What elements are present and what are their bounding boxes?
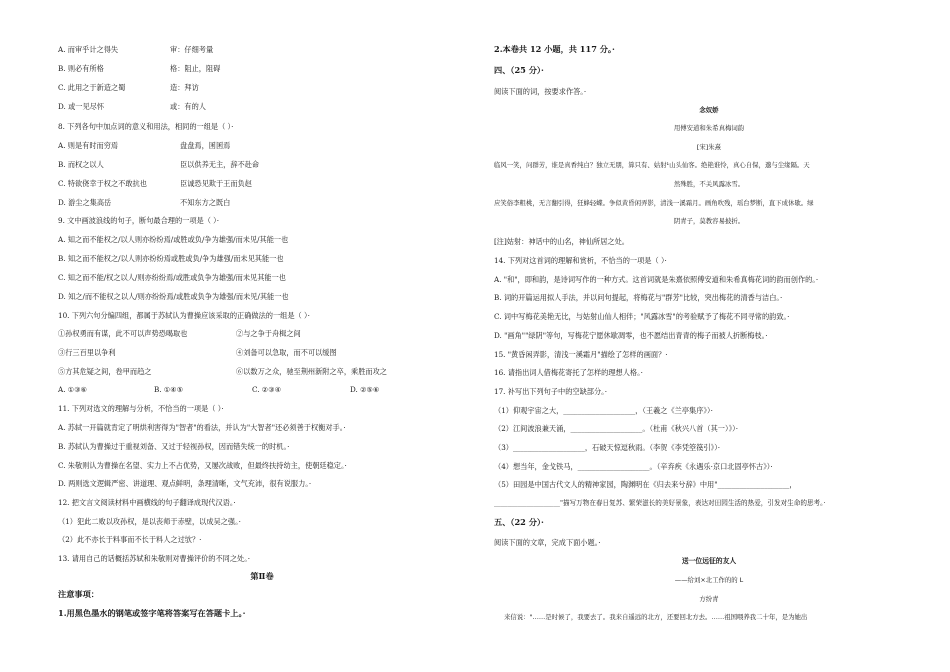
notice-item-1: 1.用黑色墨水的钢笔或签字笔将答案写在答题卡上。· [58,608,246,618]
q14-option-b: B. 词的开篇运用拟人手法，并以问句提起，将梅花与"群芳"比较，突出梅花的清香与洁白。· [494,293,783,302]
q8-stem: 8. 下列各句中加点词的意义和用法，相同的一组是（ ）· [58,122,234,131]
q11-option-a: A. 苏轼一开篇就肯定了明烘利害得为"智者"的看法，并认为"大智者"还必须善于权衡对手。· [58,423,346,432]
q7-option-d: D. 或一见尽怀 或：有的人 [58,102,206,111]
q17-item-3: （3）____________________，石破天惊逗秋雨。（李贺《李凭箜篌引》）· [494,443,721,452]
notice-title: 注意事项： [58,589,99,599]
q9-option-a: A. 知之而不能权之/以人则亦纷纷焉/或胜或负/争为雄强/而未见/其能一也 [58,235,289,244]
q7-option-c: C. 此用之于新造之蜀 造：拜访 [58,83,199,92]
q8-option-a: A. 则是有时而穷焉 盘盘焉，囷囷焉 [58,141,231,150]
essay-paragraph: 来信说："……是时候了，我要去了。我来自遥远的北方，还要回北方去。……祖国喂养我二十年，是为她出 [504,613,808,621]
q10-row-3: ⑤方其危疑之间，卷甲而趋之 ⑥以数万之众，驰至荆州新附之卒，乘胜而攻之 [58,367,387,376]
essay-author: 方纷青 [699,595,719,603]
q8-option-d: D. 游尘之集高岳 不知东方之既白 [58,198,231,207]
q12-item-1: （1）犯此二败以攻孙权，是以丧师于赤壁，以成吴之强。· [58,517,241,526]
q17-item-2: （2）江间波浪兼天涌，____________________。（杜甫《秋兴八首（其一）》）· [494,424,739,433]
q9-option-d: D. 知之/而不能权之以人/则亦纷纷焉/或胜或负争为雄强/而未见/其能一也 [58,292,289,301]
q12-stem: 12. 把文言文阅读材料中画横线的句子翻译成现代汉语。· [58,498,236,507]
q12-item-2: （2）此不亦长于料事而不长于料人之过欤？· [58,535,202,544]
poem-line: 然殊胜，不关风露冰雪。 [673,180,745,188]
q13: 13. 请用自己的话概括苏轼和朱敬则对曹操评价的不同之处。· [58,554,251,563]
poem-subtitle: 用傅安道和朱希真梅词韵 [673,124,745,132]
section-four-heading: 四、（25 分）· [494,65,544,75]
q11-stem: 11. 下列对选文的理解与分析，不恰当的一项是（ ）· [58,404,224,413]
q10-choices: A. ①③⑥ B. ①④⑤ C. ②③④ D. ②⑤⑥ [58,385,380,394]
q9-option-c: C. 知之而不能/权之以人/则亦纷纷焉/或胜或负争为雄强/而未见其能一也 [58,273,286,282]
poem-instruction: 阅读下面的词，按要求作答。· [494,87,587,96]
q14-option-a: A. "和"，即和韵，是诗词写作的一种方式。这首词就是朱熹依照傅安道和朱希真梅花词的韵而创作的。· [494,275,819,284]
q9-stem: 9. 文中画波浪线的句子，断句最合理的一项是（ ）· [58,216,220,225]
q11-option-d: D. 两则选文逻辑严密、讲道理、观点鲜明，条理清晰，文气充沛，很有说服力。· [58,479,312,488]
poem-line: 应笑俗李粗桃，无言翻引得，狂蜂轻蝶。争似黄昏闲弄影，清浅一溪霜月。画角吹残，瑶台梦断，直下成休歇。绿 [494,199,814,207]
q8-option-b: B. 而权之以人 臣以供养无主，辞不赴命 [58,160,260,169]
q10-row-1: ①孙权勇而有谋，此不可以声势恐喝取也 ②与之争于舟楫之间 [58,329,301,338]
poem-title: 念奴娇 [699,106,719,114]
q11-option-c: C. 朱敬则认为曹操在名望、实力上不占优势，又屡次战败，但最终扶持幼主，使朝廷稳定。· [58,461,347,470]
q10-stem: 10. 下列六句分编四组，都属于苏轼认为曹操应该采取的正确做法的一组是（ ）· [58,311,310,320]
q16: 16. 请指出词人借梅花寄托了怎样的理想人格。· [494,368,643,377]
q11-option-b: B. 苏轼认为曹操过于重视刘备、又过于轻视孙权，因而错失统一的时机。· [58,442,290,451]
notice-item-2: 2.本卷共 12 小题，共 117 分。· [494,44,615,54]
q14-option-d: D. "画角""绿阴"等句，写梅花宁愿休歇凋零，也不愿结出青青的梅子而被人折断梅枝。· [494,331,768,340]
part-two-heading: 第Ⅱ卷 [250,571,274,581]
q14-stem: 14. 下列对这首词的理解和赏析，不恰当的一项是（ ）· [494,256,667,265]
q17-item-4: （4）想当年，金戈铁马，____________________。（辛弃疾《永遇乐·京口北固亭怀古》）· [494,462,773,471]
q7-option-a: A. 而审乎计之得失 审：仔细考量 [58,45,214,54]
q14-option-c: C. 词中写梅花美艳无比，与姑射山仙人相伴；"风露冰雪"的考验赋予了梅花不同寻常的韵致。· [494,312,790,321]
q17-stem: 17. 补写出下列句子中的空缺部分。· [494,387,608,396]
essay-subtitle: ——给刘×北工作的的 L [674,576,744,584]
q15: 15. "黄昏闲弄影，清浅一溪霜月"描绘了怎样的画面？· [494,350,668,359]
q7-option-b: B. 则必有所格 格：阻止，阻碍 [58,64,221,73]
q8-option-c: C. 特欲侥幸于权之不敢抗也 臣诚恐见欺于王而负赵 [58,179,252,188]
q17-item-5-line-2: ____________________"描写万物在春日复苏、繁荣滋长的美好景象，表达对田园生活的热爱，引发对生命的思考。· [494,499,826,507]
q17-item-1: （1）仰观宇宙之大，____________________，（王羲之《兰亭集序》）· [494,406,713,415]
poem-line: 阴青子，莫教容易披折。 [673,217,745,225]
q17-item-5-line-1: （5）田园是中国古代文人的精神家园，陶渊明在《归去来兮辞》中用"____________________， [494,480,797,489]
poem-note: [注]姑射：神话中的山名，神仙所居之处。 [494,237,629,246]
essay-instruction: 阅读下面的文章，完成下面小题。· [494,538,601,547]
q9-option-b: B. 知之而不能权之/以人则亦纷纷焉或胜或负/争为雄强/而未见其能一也 [58,254,284,263]
section-five-heading: 五、（22 分）· [494,517,544,527]
poem-author: [宋]朱熹 [696,143,722,151]
poem-line: 临风一笑，问群芳，谁是真香纯白？独立无朋，算只有、姑射¹山头仙客。绝艳谁怜，真心自保，邈与尘缘隔。天 [494,161,810,169]
q10-row-2: ③行三百里以争利 ④刘备可以急取，而不可以缓图 [58,348,337,357]
essay-title: 送一位远征的友人 [681,557,737,565]
